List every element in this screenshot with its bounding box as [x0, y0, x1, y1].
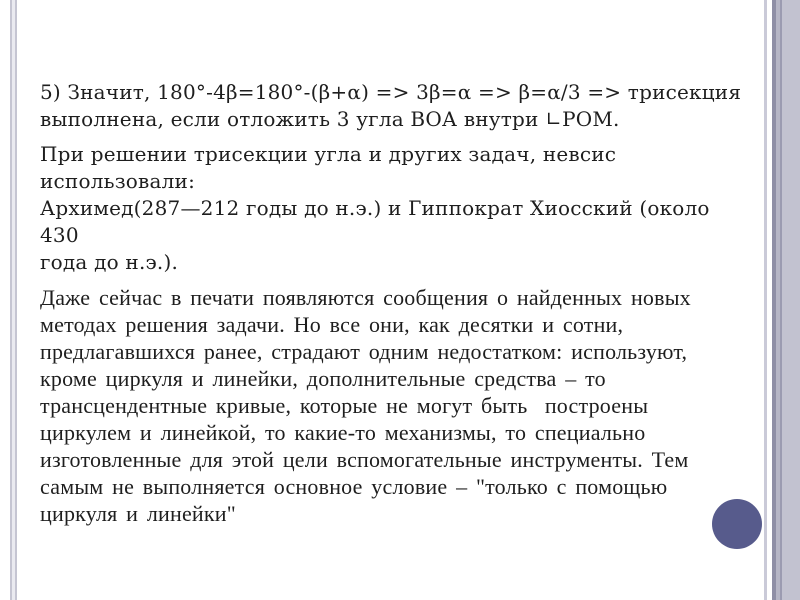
paragraph-modern-methods [40, 284, 752, 527]
text-line: Архимед(287—212 годы до н.э.) и Гиппократ Хиосский (около 430 [40, 196, 717, 247]
text-line: трансцендентные кривые, которые не могут быть построены [40, 393, 649, 418]
text-line: изготовленные для этой цели вспомогательные инструменты. Тем [40, 447, 689, 472]
text-line: циркуля и линейки" [40, 501, 236, 526]
stripe [782, 0, 800, 600]
text-line: года до н.э.). [40, 250, 179, 274]
text-line: кроме циркуля и линейки, дополнительные средства – то [40, 366, 606, 391]
text-line: При решении трисекции угла и других задач, невсис использовали: [40, 142, 623, 193]
paragraph-history [40, 141, 752, 276]
text-line: предлагавшихся ранее, страдают одним недостатком: используют, [40, 339, 688, 364]
paragraph-conclusion [40, 79, 752, 133]
text-line: методах решения задачи. Но все они, как десятки и сотни, [40, 312, 624, 337]
text-line: выполнена, если отложить 3 угла ВОА внутри ∟РОМ. [40, 107, 620, 131]
right-border-stripes [764, 0, 800, 600]
text-line: Даже сейчас в печати появляются сообщения о найденных новых [40, 285, 691, 310]
slide-body-text [40, 79, 752, 535]
text-line: самым не выполняется основное условие – "только с помощью [40, 474, 668, 499]
text-line: циркулем и линейкой, то какие-то механизмы, то специально [40, 420, 646, 445]
left-border-stripe [10, 0, 17, 600]
text-line: 5) Значит, 180°-4β=180°-(β+α) => 3β=α => β=α/3 => трисекция [40, 80, 742, 104]
stripe [764, 0, 767, 600]
